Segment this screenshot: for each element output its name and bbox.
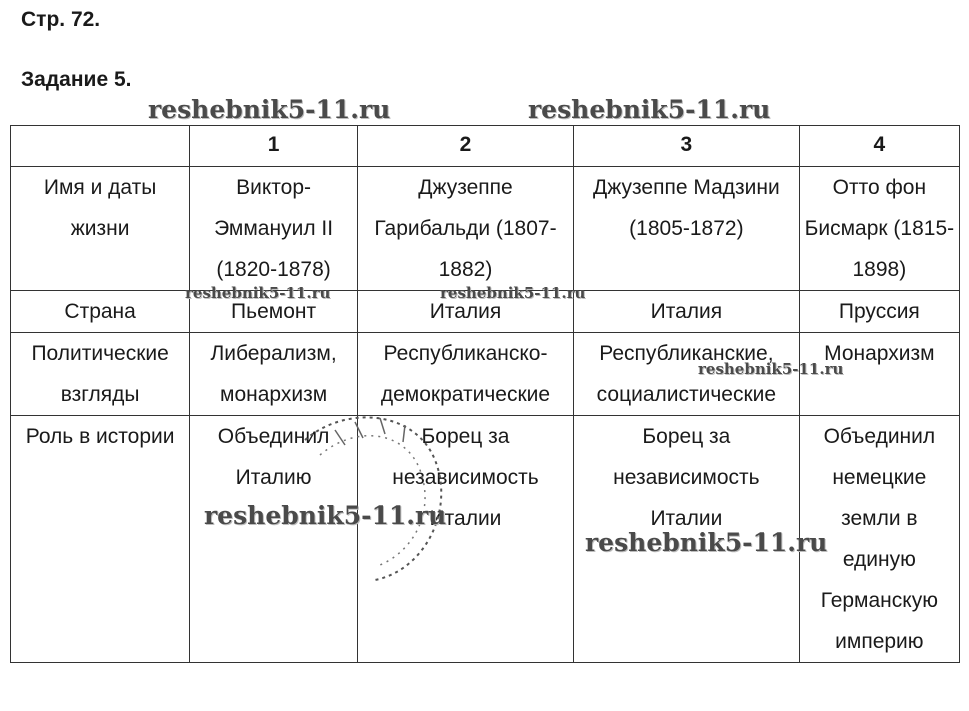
cell-name-2: Джузеппе Гарибальди (1807-1882) — [357, 167, 573, 291]
cell-role-1: Объединил Италию — [190, 416, 358, 663]
cell-role-2: Борец за независимость Италии — [357, 416, 573, 663]
row-label-country: Страна — [11, 291, 190, 333]
row-label-views: Политические взгляды — [11, 333, 190, 416]
table-header-row — [11, 126, 960, 167]
row-label-role: Роль в истории — [11, 416, 190, 663]
cell-views-2: Республиканско-демократические — [357, 333, 573, 416]
cell-name-3: Джузеппе Мадзини (1805-1872) — [574, 167, 800, 291]
header-cell-3: 3 — [574, 126, 800, 167]
answer-table — [10, 125, 960, 663]
watermark: reshebnik5-11.ru — [440, 284, 586, 302]
table-row-country — [11, 291, 960, 333]
table-row-name — [11, 167, 960, 291]
watermark: reshebnik5-11.ru — [698, 360, 844, 378]
task-title: Задание 5. — [21, 68, 132, 91]
cell-name-4: Отто фон Бисмарк (1815-1898) — [799, 167, 959, 291]
watermark: reshebnik5-11.ru — [585, 528, 828, 557]
cell-country-4: Пруссия — [799, 291, 959, 333]
row-label-name: Имя и даты жизни — [11, 167, 190, 291]
cell-role-4: Объединил немецкие земли в единую Германскую империю — [799, 416, 959, 663]
cell-views-3: Республиканские, социалистические — [574, 333, 800, 416]
cell-country-3: Италия — [574, 291, 800, 333]
cell-views-1: Либерализм, монархизм — [190, 333, 358, 416]
cell-name-1: Виктор-Эммануил II (1820-1878) — [190, 167, 358, 291]
watermark: reshebnik5-11.ru — [528, 95, 771, 124]
table-row-views — [11, 333, 960, 416]
header-cell-1: 1 — [190, 126, 358, 167]
watermark: reshebnik5-11.ru — [185, 284, 331, 302]
watermark: reshebnik5-11.ru — [204, 501, 447, 530]
cell-role-3: Борец за независимость Италии — [574, 416, 800, 663]
header-cell-2: 2 — [357, 126, 573, 167]
header-cell-4: 4 — [799, 126, 959, 167]
watermark: reshebnik5-11.ru — [148, 95, 391, 124]
cell-views-4: Монархизм — [799, 333, 959, 416]
header-cell-empty — [11, 126, 190, 167]
page-number: Стр. 72. — [21, 8, 101, 31]
cell-country-2: Италия — [357, 291, 573, 333]
cell-country-1: Пьемонт — [190, 291, 358, 333]
table-row-role — [11, 416, 960, 663]
